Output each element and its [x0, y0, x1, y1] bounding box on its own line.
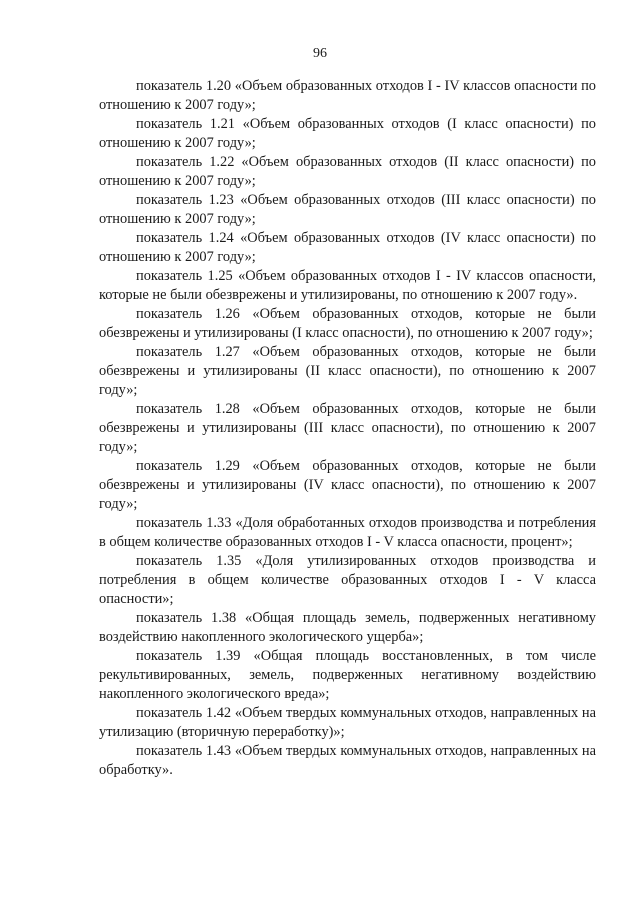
- body-text: [99, 77, 596, 780]
- indicator-paragraph: показатель 1.29 «Объем образованных отходов, которые не были обезврежены и утилизированы (IV класс опасности), по отношению к 2007 году»;: [99, 458, 596, 512]
- indicator-paragraph: показатель 1.35 «Доля утилизированных отходов производства и потребления в общем количестве образованных отходов I - V класса опасности»;: [99, 553, 596, 607]
- indicator-paragraph: показатель 1.33 «Доля обработанных отходов производства и потребления в общем количестве образованных отходов I - V класса опасности, процент»;: [99, 515, 596, 550]
- indicator-paragraph: показатель 1.39 «Общая площадь восстановленных, в том числе рекультивированных, земель, подверженных негативному воздействию накопленного экологического вреда»;: [99, 648, 596, 702]
- indicator-paragraph: показатель 1.42 «Объем твердых коммунальных отходов, направленных на утилизацию (вторичную переработку)»;: [99, 705, 596, 740]
- indicator-paragraph: показатель 1.25 «Объем образованных отходов I - IV классов опасности, которые не были обезврежены и утилизированы, по отношению к 2007 году».: [99, 268, 596, 303]
- indicator-paragraph: показатель 1.38 «Общая площадь земель, подверженных негативному воздействию накопленного экологического ущерба»;: [99, 610, 596, 645]
- indicator-paragraph: показатель 1.23 «Объем образованных отходов (III класс опасности) по отношению к 2007 году»;: [99, 192, 596, 227]
- page-number: 96: [313, 46, 327, 61]
- indicator-paragraph: показатель 1.24 «Объем образованных отходов (IV класс опасности) по отношению к 2007 году»;: [99, 230, 596, 265]
- indicator-paragraph: показатель 1.27 «Объем образованных отходов, которые не были обезврежены и утилизированы (II класс опасности), по отношению к 2007 году»;: [99, 344, 596, 398]
- indicator-paragraph: показатель 1.43 «Объем твердых коммунальных отходов, направленных на обработку».: [99, 743, 596, 778]
- indicator-paragraph: показатель 1.26 «Объем образованных отходов, которые не были обезврежены и утилизированы (I класс опасности), по отношению к 2007 году»;: [99, 306, 596, 341]
- indicator-paragraph: показатель 1.20 «Объем образованных отходов I - IV классов опасности по отношению к 2007 году»;: [99, 78, 596, 113]
- indicator-paragraph: показатель 1.28 «Объем образованных отходов, которые не были обезврежены и утилизированы (III класс опасности), по отношению к 2007 году»;: [99, 401, 596, 455]
- indicator-paragraph: показатель 1.22 «Объем образованных отходов (II класс опасности) по отношению к 2007 году»;: [99, 154, 596, 189]
- indicator-paragraph: показатель 1.21 «Объем образованных отходов (I класс опасности) по отношению к 2007 году»;: [99, 116, 596, 151]
